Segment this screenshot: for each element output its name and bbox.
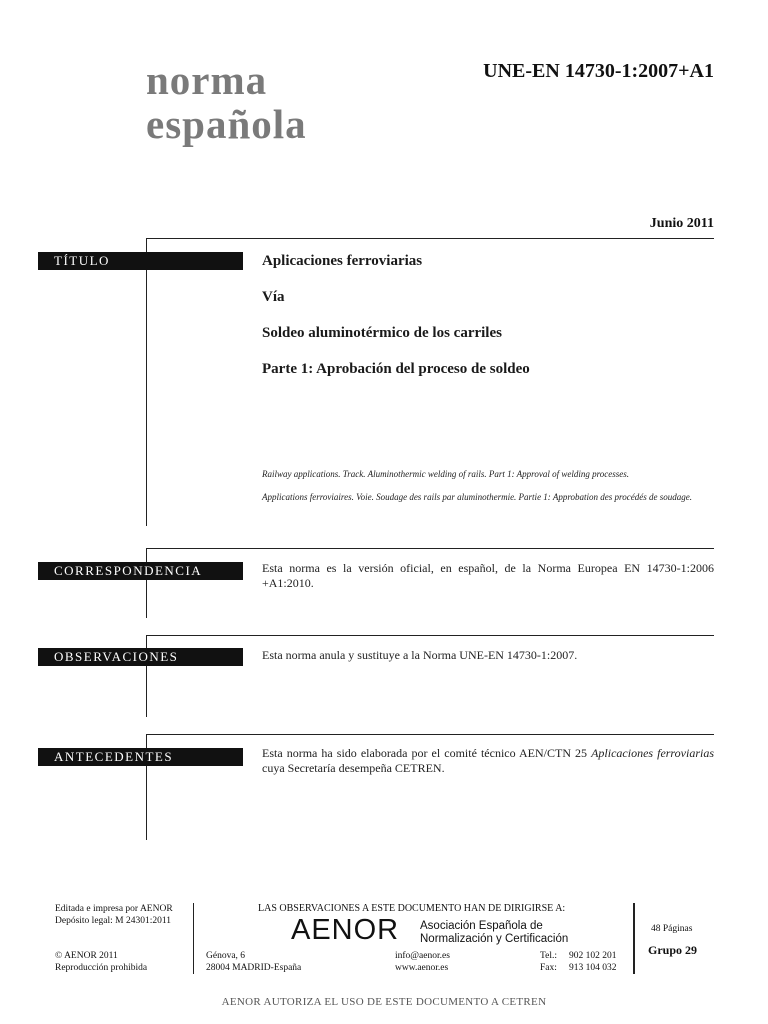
title-line-3: Soldeo aluminotérmico de los carriles (262, 325, 502, 341)
footer-deposit: Depósito legal: M 24301:2011 (55, 916, 172, 926)
footer-tel: 902 102 201 (569, 951, 617, 961)
authorization-note: AENOR AUTORIZA EL USO DE ESTE DOCUMENTO A CETREN (221, 996, 547, 1008)
section-rule-correspondencia (146, 548, 147, 618)
title-french: Applications ferroviaires. Voie. Soudage des rails par aluminothermie. Partie 1: Approbation des procédés de soudage. (262, 492, 692, 502)
label-antecedentes: ANTECEDENTES (38, 748, 243, 766)
footer-copyright: © AENOR 2011 (55, 951, 118, 961)
footer-divider-left (193, 903, 194, 974)
title-line-2: Vía (262, 289, 285, 305)
aenor-org-name (420, 920, 568, 946)
aenor-org-line-2: Normalización y Certificación (420, 933, 569, 945)
footer-group: Grupo 29 (648, 943, 698, 957)
footer-divider-right (633, 903, 635, 974)
footer-web[interactable]: www.aenor.es (395, 963, 449, 973)
footer-city: 28004 MADRID-España (206, 963, 302, 973)
section-rule-titulo (146, 238, 147, 526)
section-divider-observaciones (146, 635, 714, 636)
aenor-logo: AENOR (291, 914, 400, 946)
correspondencia-text: Esta norma es la versión oficial, en español, de la Norma Europea EN 14730-1:2006 +A1:2010. (262, 561, 714, 590)
section-divider-antecedentes (146, 734, 714, 735)
footer-reproduction: Reproducción prohibida (55, 963, 148, 973)
title-line-1: Aplicaciones ferroviarias (262, 253, 423, 269)
antecedentes-text (262, 746, 714, 776)
antecedentes-committee-name: Aplicaciones ferroviarias (591, 746, 714, 760)
antecedentes-text-start: Esta norma ha sido elaborada por el comité técnico AEN/CTN 25 (262, 746, 592, 760)
section-divider-correspondencia (146, 548, 714, 549)
label-titulo: TÍTULO (38, 252, 243, 270)
footer-notice: LAS OBSERVACIONES A ESTE DOCUMENTO HAN DE DIRIGIRSE A: (258, 903, 566, 914)
brand-line-1: norma (146, 57, 268, 103)
publication-date: Junio 2011 (649, 216, 714, 231)
label-correspondencia: CORRESPONDENCIA (38, 562, 243, 580)
brand-line-2: española (146, 101, 307, 147)
aenor-org-line-1: Asociación Española de (420, 920, 543, 932)
footer-email[interactable]: info@aenor.es (395, 951, 450, 961)
antecedentes-text-end: cuya Secretaría desempeña CETREN. (262, 761, 445, 775)
footer-tel-label: Tel.: (540, 951, 558, 961)
observaciones-text: Esta norma anula y sustituye a la Norma UNE-EN 14730-1:2007. (262, 648, 578, 662)
label-observaciones: OBSERVACIONES (38, 648, 243, 666)
footer-edited: Editada e impresa por AENOR (55, 904, 173, 914)
footer-street: Génova, 6 (206, 951, 246, 961)
title-english: Railway applications. Track. Aluminothermic welding of rails. Part 1: Approval of welding processes. (262, 469, 629, 479)
brand-wordmark (146, 58, 307, 146)
footer-pages: 48 Páginas (651, 924, 693, 934)
title-line-4: Parte 1: Aprobación del proceso de soldeo (262, 361, 530, 377)
footer-fax: 913 104 032 (569, 963, 617, 973)
footer-fax-label: Fax: (540, 963, 557, 973)
section-divider-titulo (146, 238, 714, 239)
standard-code: UNE-EN 14730-1:2007+A1 (483, 60, 714, 82)
